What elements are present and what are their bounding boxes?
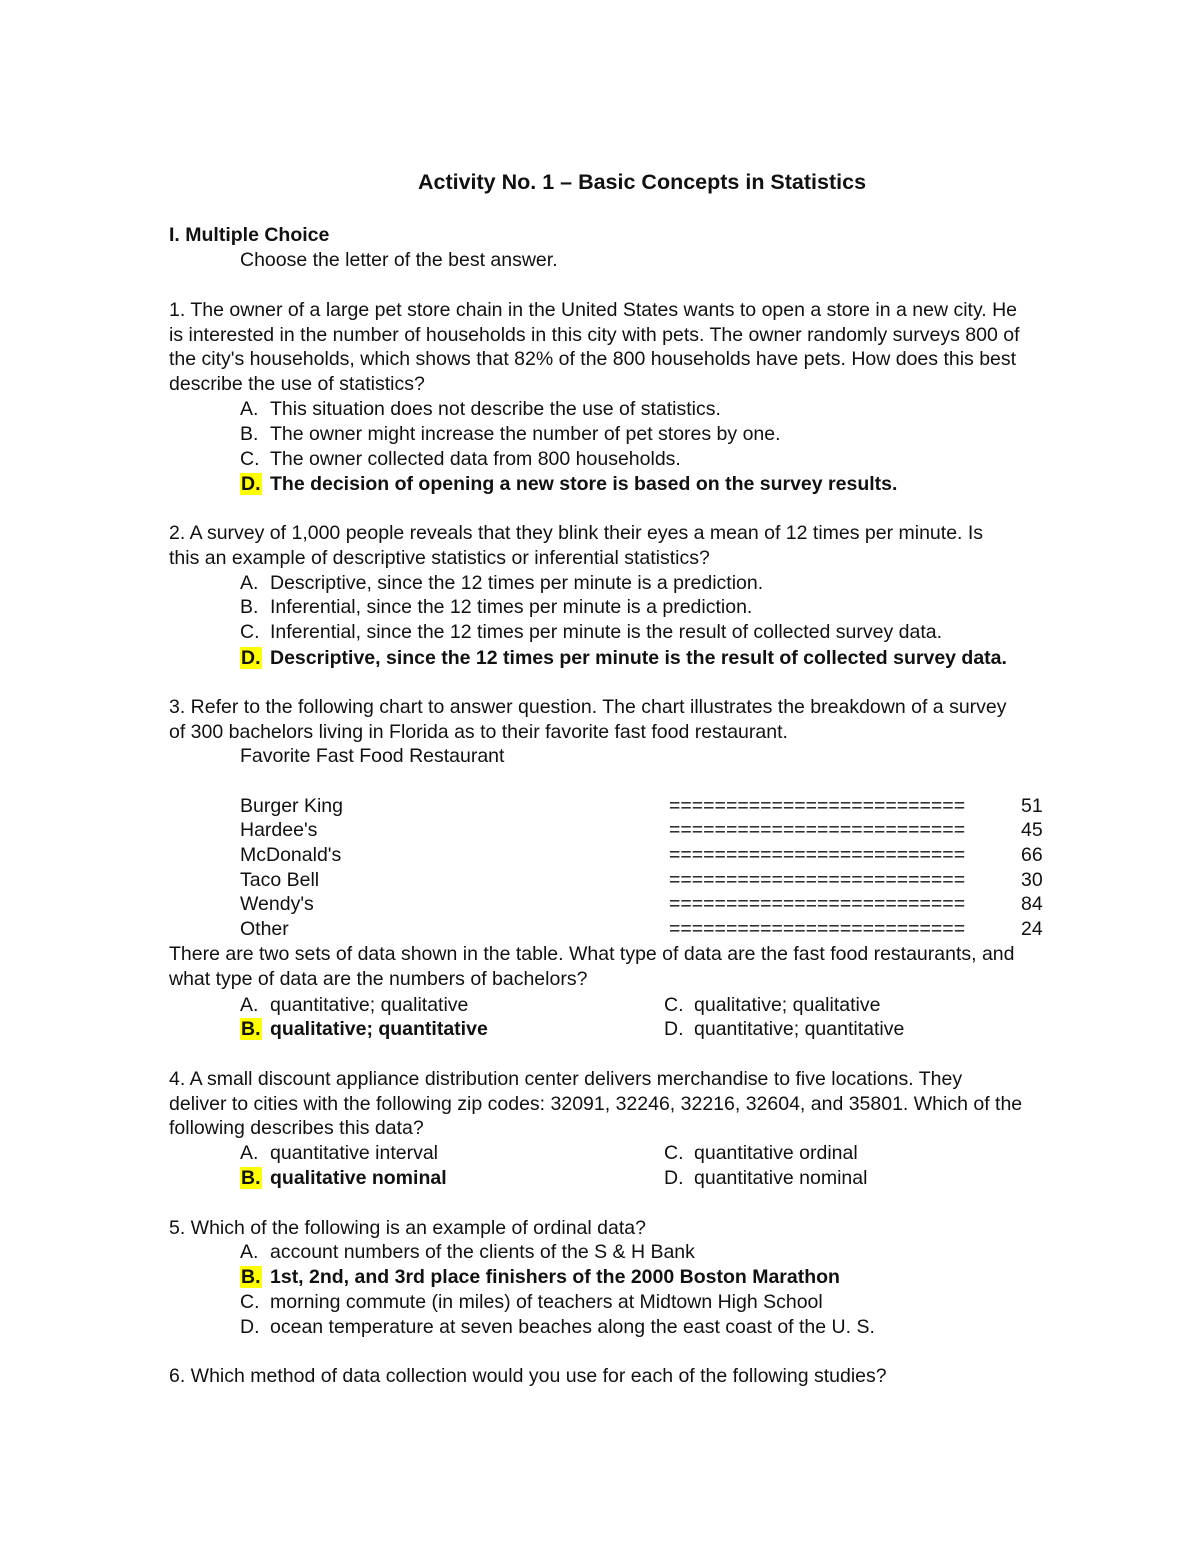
q3-option-b-answer <box>240 1017 488 1042</box>
q6-line: 6. Which method of data collection would you use for each of the following studies? <box>169 1365 887 1387</box>
restaurant-name: Taco Bell <box>240 869 320 891</box>
option-letter: B. <box>240 596 259 618</box>
q4-line: deliver to cities with the following zip codes: 32091, 32246, 32216, 32604, and 35801. Which of the <box>169 1093 1023 1115</box>
option-letter: A. <box>240 398 259 420</box>
restaurant-count: 24 <box>1021 918 1043 940</box>
option-text: quantitative; qualitative <box>270 994 469 1016</box>
restaurant-bar: ========================== <box>669 893 966 915</box>
option-letter: A. <box>240 572 259 594</box>
option-letter: D. <box>664 1018 684 1040</box>
restaurant-bar: ========================== <box>669 819 966 841</box>
restaurant-name: Wendy's <box>240 893 314 915</box>
option-text: Descriptive, since the 12 times per minute is a prediction. <box>270 572 764 594</box>
restaurant-count: 51 <box>1021 795 1043 817</box>
q4-option-d <box>664 1166 867 1191</box>
q1-option-c <box>240 447 681 472</box>
answer-highlight: B. <box>241 1167 261 1189</box>
option-text: The owner might increase the number of pet stores by one. <box>270 423 781 445</box>
option-letter: D. <box>240 1316 260 1338</box>
q4-option-b-answer <box>240 1166 447 1191</box>
q5-option-b-answer <box>240 1265 840 1290</box>
answer-highlight: D. <box>241 647 261 669</box>
option-letter: A. <box>240 994 259 1016</box>
q4-option-a <box>240 1141 438 1166</box>
q3-follow-line: what type of data are the numbers of bachelors? <box>169 968 588 990</box>
option-text: The owner collected data from 800 households. <box>270 448 681 470</box>
option-text: qualitative nominal <box>270 1167 447 1189</box>
q4-line: following describes this data? <box>169 1117 424 1139</box>
restaurant-name: Other <box>240 918 289 940</box>
q3-follow-line: There are two sets of data shown in the table. What type of data are the fast food restaurants, and <box>169 943 1015 965</box>
restaurant-bar: ========================== <box>669 795 966 817</box>
q3-option-a <box>240 993 468 1018</box>
option-text: This situation does not describe the use of statistics. <box>270 398 721 420</box>
option-text: morning commute (in miles) of teachers at Midtown High School <box>270 1291 823 1313</box>
restaurant-bar: ========================== <box>669 844 966 866</box>
section-instruction: Choose the letter of the best answer. <box>240 249 558 271</box>
restaurant-name: Hardee's <box>240 819 318 841</box>
restaurant-count: 84 <box>1021 893 1043 915</box>
restaurant-name: Burger King <box>240 795 343 817</box>
answer-highlight: B. <box>241 1266 261 1288</box>
q1-option-b <box>240 422 781 447</box>
q3-option-d <box>664 1017 904 1042</box>
restaurant-count: 45 <box>1021 819 1043 841</box>
option-text: Inferential, since the 12 times per minute is a prediction. <box>270 596 753 618</box>
restaurant-name: McDonald's <box>240 844 342 866</box>
restaurant-bar: ========================== <box>669 869 966 891</box>
q1-option-d-answer <box>240 472 897 497</box>
q1-line: 1. The owner of a large pet store chain in the United States wants to open a store in a new city. He <box>169 299 1018 321</box>
option-text: Descriptive, since the 12 times per minute is the result of collected survey data. <box>270 647 1007 669</box>
restaurant-bar: ========================== <box>669 918 966 940</box>
q2-option-c <box>240 620 942 645</box>
q5-option-c <box>240 1290 823 1315</box>
q2-line: 2. A survey of 1,000 people reveals that they blink their eyes a mean of 12 times per minute. Is <box>169 522 984 544</box>
option-text: quantitative ordinal <box>694 1142 858 1164</box>
option-letter: D. <box>664 1167 684 1189</box>
q4-line: 4. A small discount appliance distribution center delivers merchandise to five locations. They <box>169 1068 963 1090</box>
section-heading: I. Multiple Choice <box>169 224 330 246</box>
option-text: quantitative nominal <box>694 1167 868 1189</box>
option-text: qualitative; quantitative <box>270 1018 488 1040</box>
q2-line: this an example of descriptive statistics or inferential statistics? <box>169 547 710 569</box>
q3-line: of 300 bachelors living in Florida as to their favorite fast food restaurant. <box>169 721 788 743</box>
q1-line: is interested in the number of households in this city with pets. The owner randomly surveys 800 of <box>169 324 1020 346</box>
option-text: ocean temperature at seven beaches along the east coast of the U. S. <box>270 1316 875 1338</box>
page-title: Activity No. 1 – Basic Concepts in Statistics <box>417 170 867 194</box>
option-letter: C. <box>240 448 260 470</box>
q4-option-c <box>664 1141 858 1166</box>
option-text: 1st, 2nd, and 3rd place finishers of the 2000 Boston Marathon <box>270 1266 840 1288</box>
option-letter: C. <box>664 994 684 1016</box>
q3-option-c <box>664 993 880 1018</box>
option-text: The decision of opening a new store is based on the survey results. <box>270 473 898 495</box>
q1-option-a <box>240 397 721 422</box>
q1-line: describe the use of statistics? <box>169 373 425 395</box>
option-text: quantitative interval <box>270 1142 439 1164</box>
answer-highlight: D. <box>241 473 261 495</box>
option-letter: A. <box>240 1142 259 1164</box>
option-text: qualitative; qualitative <box>694 994 881 1016</box>
option-letter: C. <box>240 1291 260 1313</box>
q5-option-a <box>240 1240 695 1265</box>
answer-highlight: B. <box>241 1018 261 1040</box>
q5-line: 5. Which of the following is an example of ordinal data? <box>169 1217 646 1239</box>
option-letter: C. <box>664 1142 684 1164</box>
option-text: Inferential, since the 12 times per minute is the result of collected survey data. <box>270 621 943 643</box>
q2-option-d-answer <box>240 646 1007 671</box>
restaurant-count: 30 <box>1021 869 1043 891</box>
option-letter: A. <box>240 1241 259 1263</box>
q5-option-d <box>240 1315 875 1340</box>
option-letter: C. <box>240 621 260 643</box>
q3-chart-title: Favorite Fast Food Restaurant <box>240 745 505 767</box>
restaurant-count: 66 <box>1021 844 1043 866</box>
option-text: quantitative; quantitative <box>694 1018 905 1040</box>
q3-line: 3. Refer to the following chart to answer question. The chart illustrates the breakdown of a survey <box>169 696 1007 718</box>
q2-option-b <box>240 595 752 620</box>
option-text: account numbers of the clients of the S & H Bank <box>270 1241 695 1263</box>
q1-line: the city's households, which shows that 82% of the 800 households have pets. How does this best <box>169 348 1017 370</box>
q2-option-a <box>240 571 763 596</box>
option-letter: B. <box>240 423 259 445</box>
